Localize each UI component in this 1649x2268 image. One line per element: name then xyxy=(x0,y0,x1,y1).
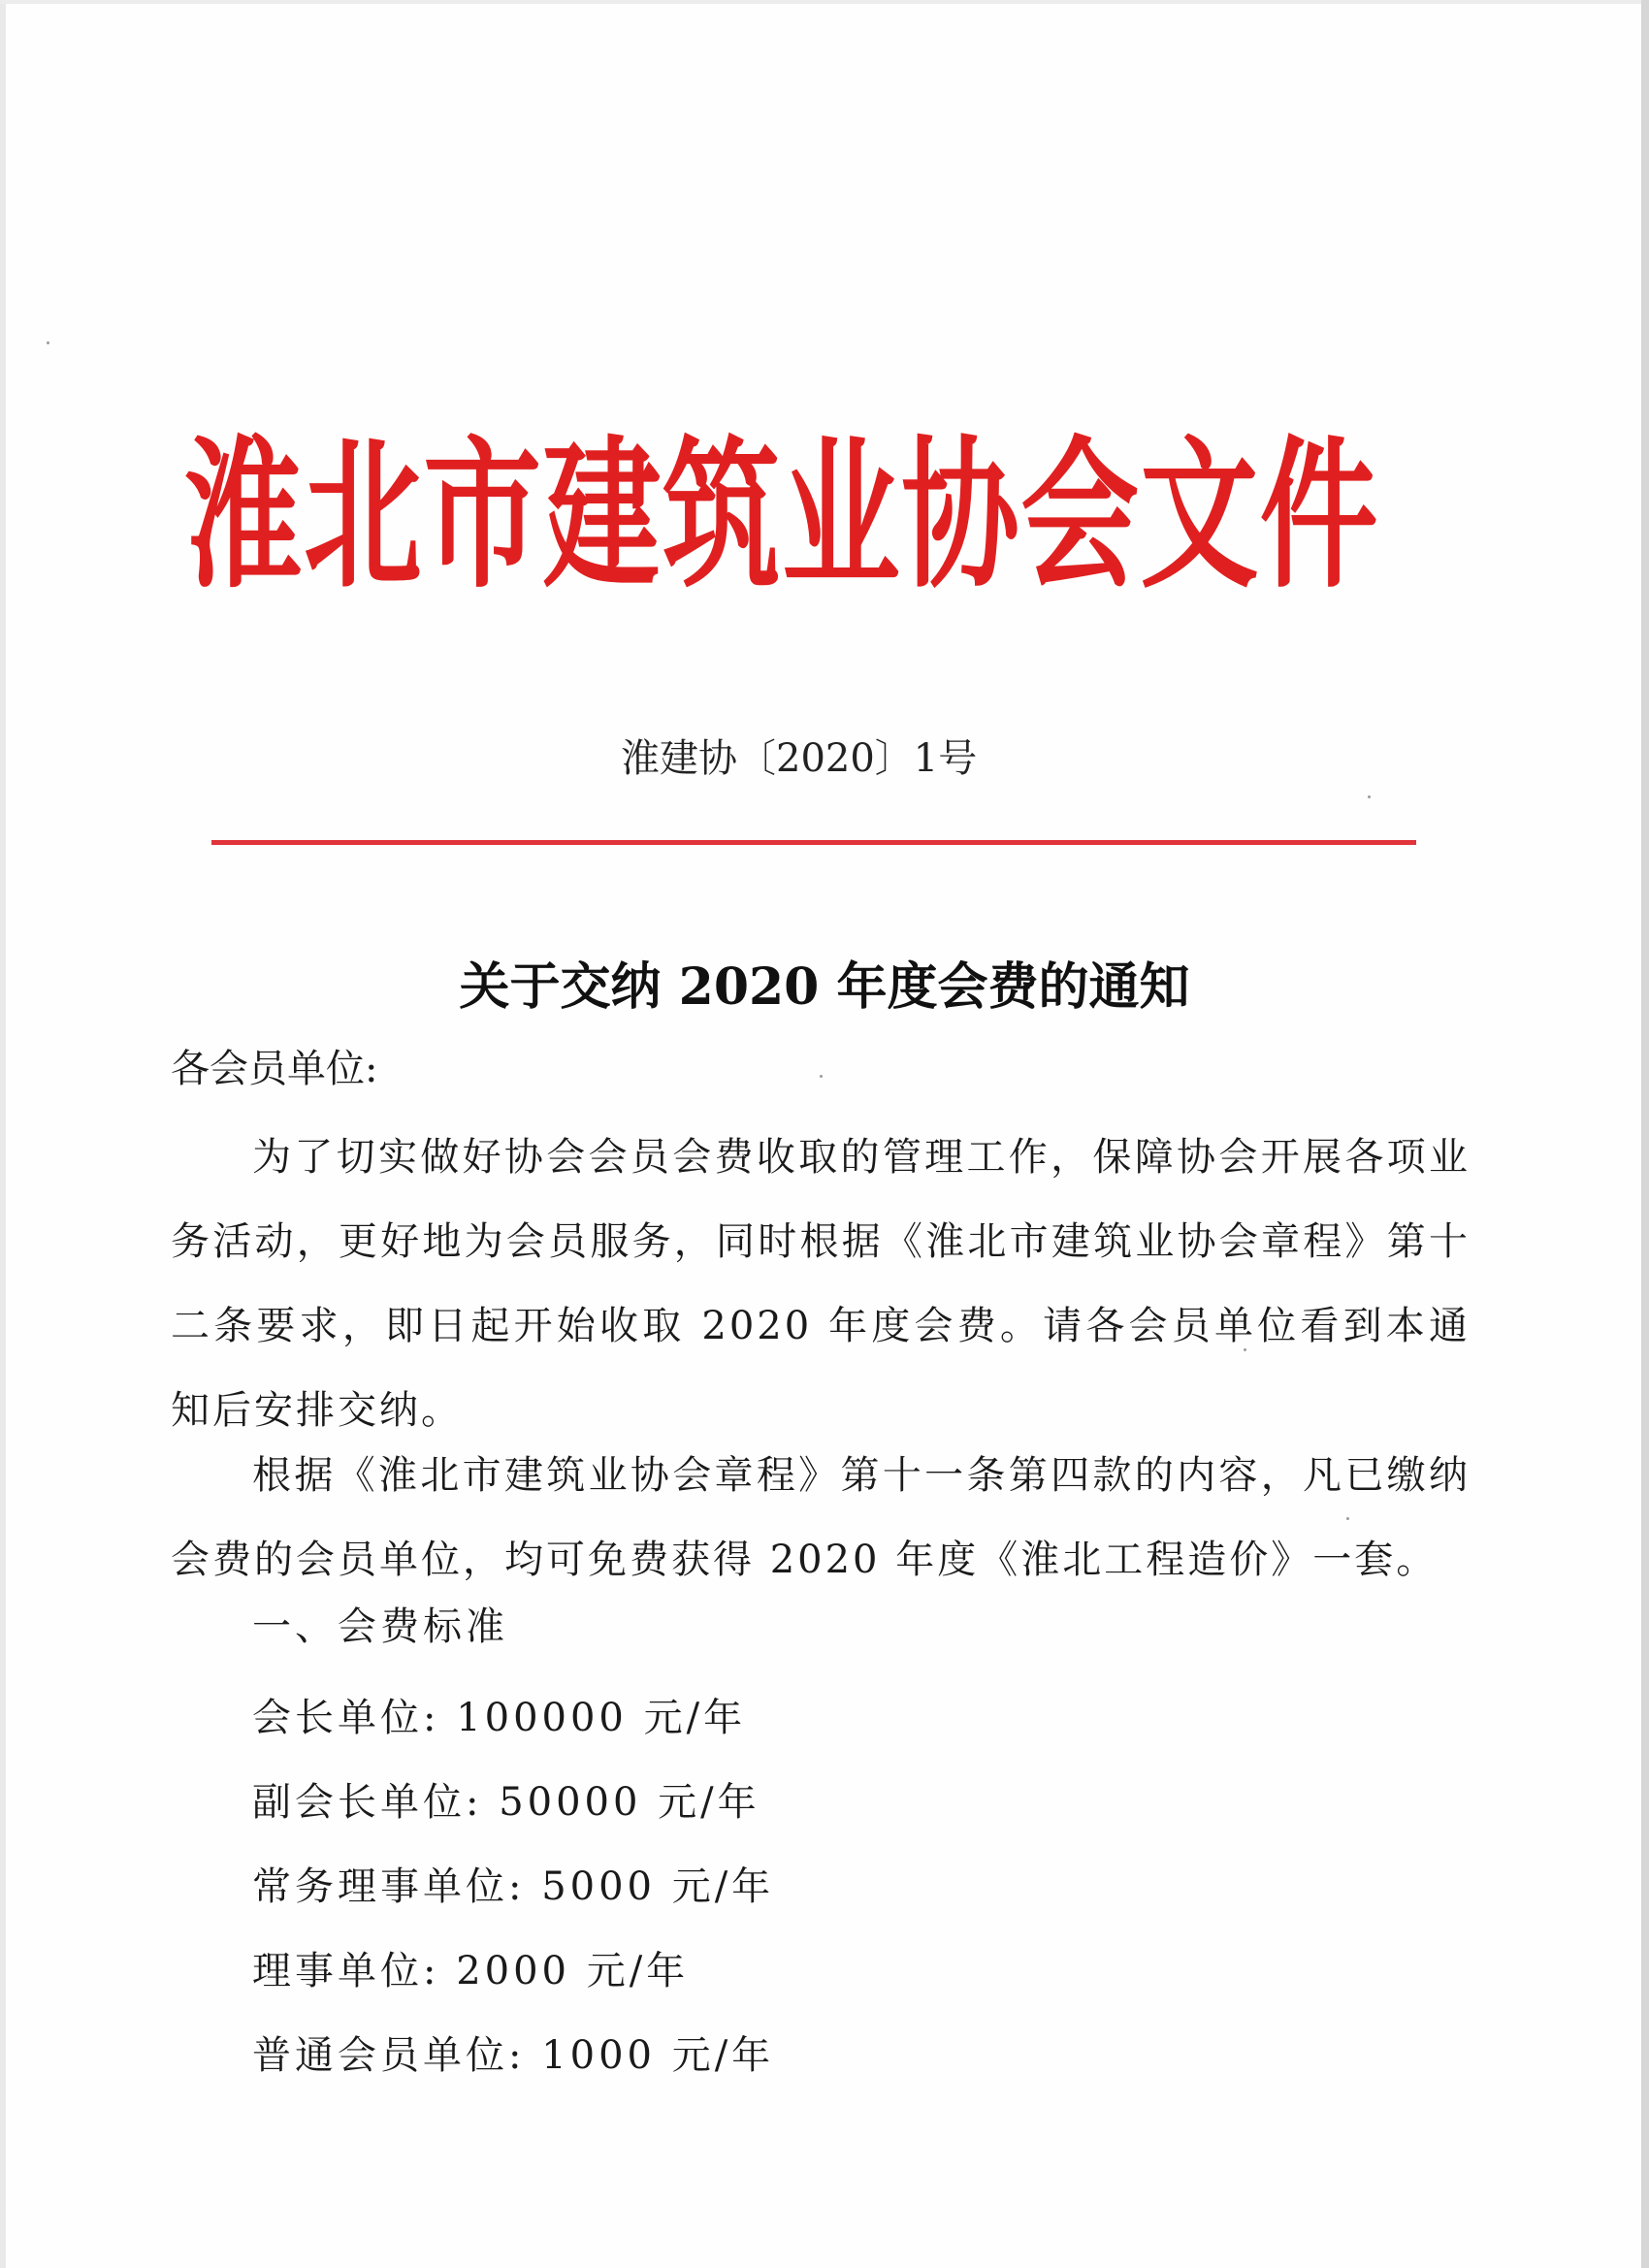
fee-item-executive-director: 常务理事单位: 5000 元/年 xyxy=(252,1864,775,1909)
fee-item-president: 会长单位: 100000 元/年 xyxy=(252,1696,747,1740)
fee-standard-list xyxy=(252,1676,774,2098)
red-divider-line xyxy=(211,840,1416,845)
scan-speck xyxy=(1346,1517,1349,1520)
scan-speck xyxy=(820,1075,823,1078)
scan-edge-left xyxy=(0,0,6,2268)
fee-item-director: 理事单位: 2000 元/年 xyxy=(252,1949,690,1993)
scan-edge-right xyxy=(1641,0,1649,2268)
salutation: 各会员单位: xyxy=(171,1047,378,1091)
body-paragraph: 为了切实做好协会会员会费收取的管理工作，保障协会开展各项业务活动，更好地为会员服务，同时根据《淮北市建筑业协会章程》第十二条要求，即日起开始收取 2020 年度会费。请各会员单位看到本通知后安排交纳。 xyxy=(171,1135,1471,1433)
scan-speck xyxy=(1244,1348,1246,1351)
fee-item-vice-president: 副会长单位: 50000 元/年 xyxy=(252,1780,760,1825)
scan-edge-top xyxy=(0,0,1649,4)
body-paragraph: 根据《淮北市建筑业协会章程》第十一条第四款的内容，凡已缴纳会费的会员单位，均可免费获得 2020 年度《淮北工程造价》一套。 xyxy=(171,1453,1471,1582)
letterhead-title: 淮北市建筑业协会文件 xyxy=(184,419,1379,610)
document-number: 淮建协〔2020〕1号 xyxy=(621,736,978,781)
section-heading: 一、会费标准 xyxy=(252,1604,508,1649)
fee-item-ordinary-member: 普通会员单位: 1000 元/年 xyxy=(252,2033,775,2078)
notice-title: 关于交纳 2020 年度会费的通知 xyxy=(459,957,1190,1017)
scan-speck xyxy=(1368,795,1371,798)
scan-speck xyxy=(47,341,49,344)
